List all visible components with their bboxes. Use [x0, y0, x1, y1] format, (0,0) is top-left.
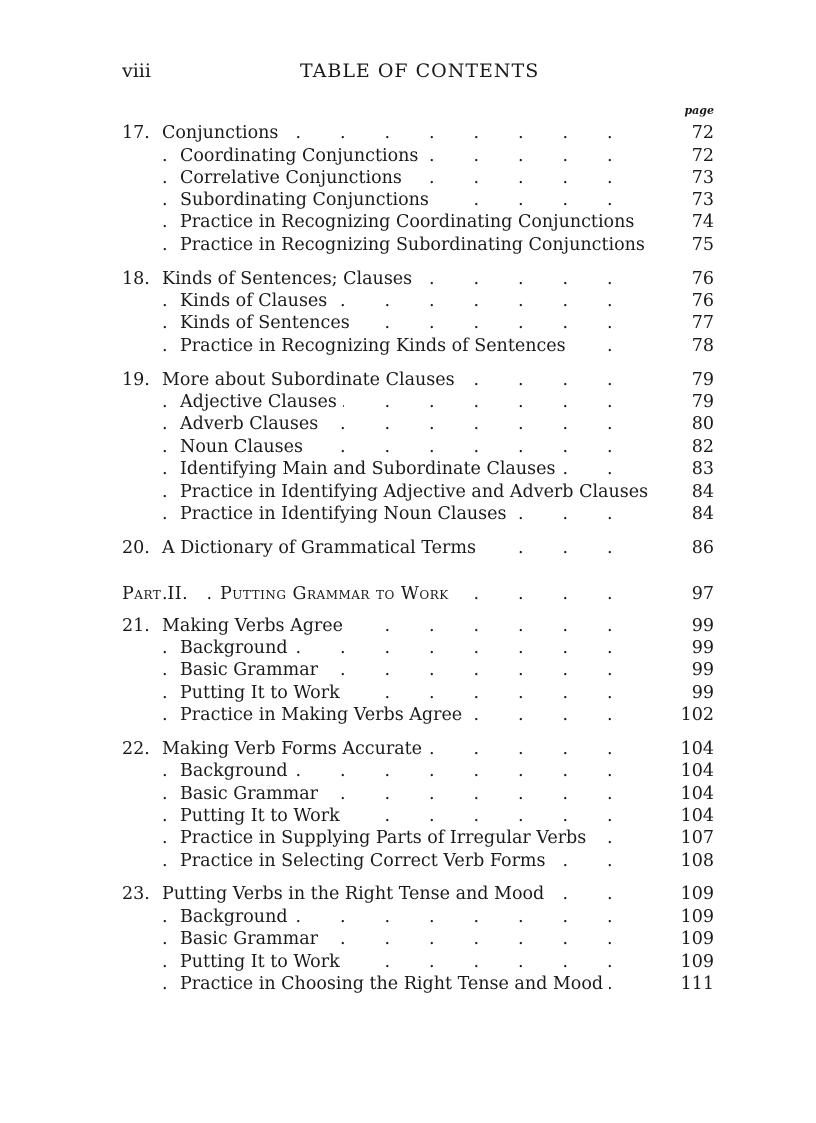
entry-page: 73 [674, 189, 714, 211]
entry-page: 75 [674, 234, 714, 256]
toc-section-row [122, 906, 720, 928]
entry-page: 84 [674, 503, 714, 525]
chapter-number: 18. [122, 269, 150, 289]
entry-title: Practice in Choosing the Right Tense and Mood [180, 973, 609, 995]
entry-page: 79 [674, 391, 714, 413]
toc-section-row [122, 637, 720, 659]
toc-section-row [122, 760, 720, 782]
toc-section-row [122, 951, 720, 973]
toc-part-row [122, 583, 720, 605]
chapter-number: 17. [122, 123, 150, 143]
entry-title: Correlative Conjunctions [180, 167, 408, 189]
entry-page: 104 [674, 783, 714, 805]
toc-section-row [122, 290, 720, 312]
toc-section-row [122, 312, 720, 334]
chapter-number: 21. [122, 616, 150, 636]
entry-page: 108 [674, 850, 714, 872]
entry-title: Practice in Recognizing Coordinating Conjunctions [180, 211, 640, 233]
entry-page: 82 [674, 436, 714, 458]
toc-section-row [122, 145, 720, 167]
entry-page: 99 [674, 637, 714, 659]
entry-title: Noun Clauses [180, 436, 309, 458]
entry-page: 104 [674, 738, 714, 760]
toc-chapter-row [122, 738, 720, 760]
entry-title: Practice in Identifying Adjective and Adverb Clauses [180, 481, 654, 503]
entry-title: Background [180, 760, 294, 782]
entry-title: Practice in Recognizing Subordinating Conjunctions [180, 234, 651, 256]
entry-page: 74 [674, 211, 714, 233]
toc-chapter-row [122, 537, 720, 559]
entry-page: 104 [674, 805, 714, 827]
entry-title: Putting It to Work [180, 682, 346, 704]
entry-page: 102 [674, 704, 714, 726]
entry-page: 73 [674, 167, 714, 189]
entry-title: Conjunctions [162, 122, 284, 144]
entry-title: Making Verb Forms Accurate [162, 738, 428, 760]
chapter-number: 22. [122, 739, 150, 759]
toc-section-row [122, 682, 720, 704]
entry-page: 80 [674, 413, 714, 435]
entry-title: Identifying Main and Subordinate Clauses [180, 458, 561, 480]
entry-page: 76 [674, 268, 714, 290]
entry-title: Making Verbs Agree [162, 615, 349, 637]
toc-section-row [122, 928, 720, 950]
page-title: TABLE OF CONTENTS [300, 60, 540, 82]
toc-section-row [122, 335, 720, 357]
toc-chapter-row [122, 369, 720, 391]
entry-page: 109 [674, 883, 714, 905]
toc-chapter-row [122, 883, 720, 905]
toc-chapter-row [122, 122, 720, 144]
chapter-number: 23. [122, 884, 150, 904]
toc-chapter-row [122, 615, 720, 637]
entry-page: 84 [674, 481, 714, 503]
entry-title: Kinds of Sentences; Clauses [162, 268, 418, 290]
entry-title: Basic Grammar [180, 783, 324, 805]
toc-section-row [122, 659, 720, 681]
entry-title: Practice in Supplying Parts of Irregular Verbs [180, 827, 592, 849]
entry-title: Subordinating Conjunctions [180, 189, 435, 211]
entry-page: 111 [674, 973, 714, 995]
entry-title: Practice in Recognizing Kinds of Sentences [180, 335, 572, 357]
entry-page: 109 [674, 951, 714, 973]
chapter-number: 19. [122, 370, 150, 390]
toc-section-row [122, 704, 720, 726]
page-column-label: page [684, 104, 714, 117]
entry-title: Coordinating Conjunctions [180, 145, 424, 167]
toc-section-row [122, 805, 720, 827]
entry-page: 77 [674, 312, 714, 334]
entry-page: 97 [674, 583, 714, 605]
entry-page: 76 [674, 290, 714, 312]
entry-page: 78 [674, 335, 714, 357]
entry-title: Practice in Selecting Correct Verb Forms [180, 850, 552, 872]
entry-title: Basic Grammar [180, 659, 324, 681]
page-number: viii [122, 60, 151, 82]
part-title: Putting Grammar to Work [220, 583, 455, 605]
entry-page: 99 [674, 682, 714, 704]
toc-section-row [122, 436, 720, 458]
entry-page: 83 [674, 458, 714, 480]
entry-title: Putting It to Work [180, 805, 346, 827]
entry-page: 99 [674, 615, 714, 637]
entry-page: 99 [674, 659, 714, 681]
toc-section-row [122, 783, 720, 805]
entry-title: Kinds of Sentences [180, 312, 356, 334]
entry-title: Adjective Clauses [180, 391, 343, 413]
entry-title: Basic Grammar [180, 928, 324, 950]
toc-section-row [122, 827, 720, 849]
entry-title: Background [180, 637, 294, 659]
entry-page: 109 [674, 906, 714, 928]
entry-title: Practice in Identifying Noun Clauses [180, 503, 512, 525]
entry-title: Practice in Making Verbs Agree [180, 704, 468, 726]
entry-title: Background [180, 906, 294, 928]
entry-page: 109 [674, 928, 714, 950]
toc-section-row [122, 458, 720, 480]
toc-section-row [122, 481, 720, 503]
toc-section-row [122, 973, 720, 995]
toc-section-row [122, 413, 720, 435]
toc-section-row [122, 391, 720, 413]
entry-page: 79 [674, 369, 714, 391]
toc-section-row [122, 503, 720, 525]
entry-title: Kinds of Clauses [180, 290, 333, 312]
toc-section-row [122, 850, 720, 872]
toc-section-row [122, 167, 720, 189]
entry-page: 107 [674, 827, 714, 849]
entry-title: Putting Verbs in the Right Tense and Mood [162, 883, 550, 905]
entry-title: Adverb Clauses [180, 413, 324, 435]
entry-title: A Dictionary of Grammatical Terms [162, 537, 482, 559]
entry-title: Putting It to Work [180, 951, 346, 973]
entry-page: 104 [674, 760, 714, 782]
toc-section-row [122, 211, 720, 233]
entry-page: 72 [674, 122, 714, 144]
toc-section-row [122, 234, 720, 256]
toc-section-row [122, 189, 720, 211]
toc-chapter-row [122, 268, 720, 290]
entry-title: More about Subordinate Clauses [162, 369, 461, 391]
part-number: Part II. [122, 584, 189, 604]
entry-page: 72 [674, 145, 714, 167]
entry-page: 86 [674, 537, 714, 559]
chapter-number: 20. [122, 538, 150, 558]
